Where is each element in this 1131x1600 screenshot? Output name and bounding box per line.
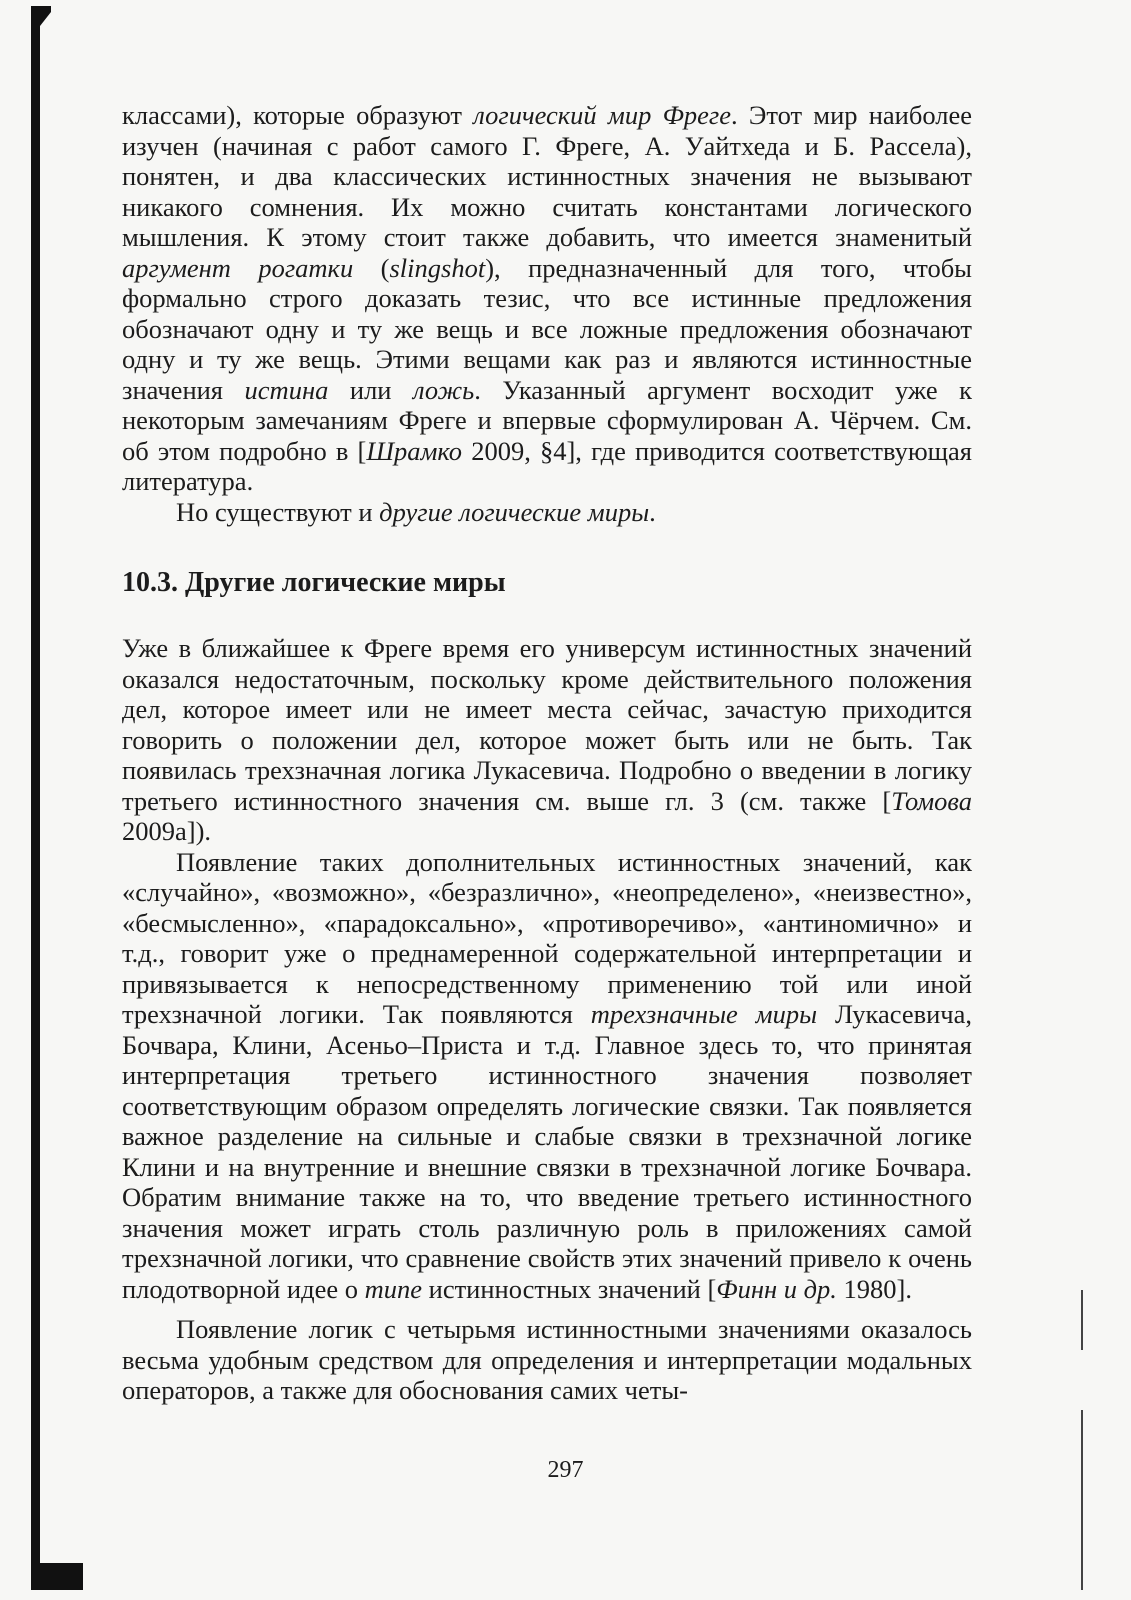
page-number: 297 xyxy=(547,1457,584,1483)
paragraph-5: Появление логик с четырьмя истинностными значениями оказалось весьма удобным средством для определения и интерпретации модальных операторов, а также для обоснования самих четы- xyxy=(122,1314,972,1405)
paragraph-2: Но существуют и другие логические миры. xyxy=(176,496,656,527)
paragraph-1: классами), которые образуют логический мир Фреге. Этот мир наиболее изучен (начиная с работ самого Г. Фреге, А. Уайтхеда и Б. Рассела), понятен, и два классических истинностных значения не вызывают никакого сомнения. Их можно считать константами логического мышления. К этому стоит также добавить, что имеется знаменитый аргумент рогатки (slingshot), предназначенный для того, чтобы формально строго доказать тезис, что все истинные предложения обозначают одну и ту же вещь и все ложные предложения обозначают одну и ту же вещь. Этими вещами как раз и являются истинностные значения истина или ложь. Указанный аргумент восходит уже к некоторым замечаниям Фреге и впервые сформулирован А. Чёрчем. См. об этом подробно в [Шрамко 2009, §4], где приводится соответствующая литература. xyxy=(122,100,973,496)
scan-corner-top xyxy=(31,6,51,26)
scan-mark-right xyxy=(1081,1290,1083,1350)
section-heading: 10.3. Другие логические миры xyxy=(122,567,506,598)
paragraph-4: Появление таких дополнительных истинностных значений, как «случайно», «возможно», «безразлично», «неопределено», «неизвестно», «бесмысленно», «парадоксально», «противоречиво», «антиномично» и т.д., говорит уже о преднамеренной содержательной интерпретации и привязывается к непосредственному применению той или иной трехзначной логики. Так появляются трехзначные миры Лукасевича, Бочвара, Клини, Асеньо–Приста и т.д. Главное здесь то, что принятая интерпретация третьего истинностного значения позволяет соответствующим образом определять логические связки. Так появляется важное разделение на сильные и слабые связки в трехзначной логике Клини и на внутренние и внешние связки в трехзначной логике Бочвара. Обратим внимание также на то, что введение третьего истинностного значения может играть столь различную роль в приложениях самой трехзначной логики, что сравнение свойств этих значений привело к очень плодотворной идее о типе истинностных значений [Финн и др. 1980]. xyxy=(122,846,972,1304)
page-body xyxy=(122,100,972,1406)
paragraph-3: Уже в ближайшее к Фреге время его универсум истинностных значений оказался недостаточным, поскольку кроме действительного положения дел, которое имеет или не имеет места сейчас, зачастую приходится говорить о положении дел, которое может быть или не быть. Так появилась трехзначная логика Лукасевича. Подробно о введении в логику третьего истинностного значения см. выше гл. 3 (см. также [Томова 2009а]). xyxy=(122,633,972,846)
scan-corner-bottom xyxy=(31,1563,83,1590)
scan-border-left xyxy=(31,8,40,1590)
scan-mark-right xyxy=(1081,1410,1083,1590)
